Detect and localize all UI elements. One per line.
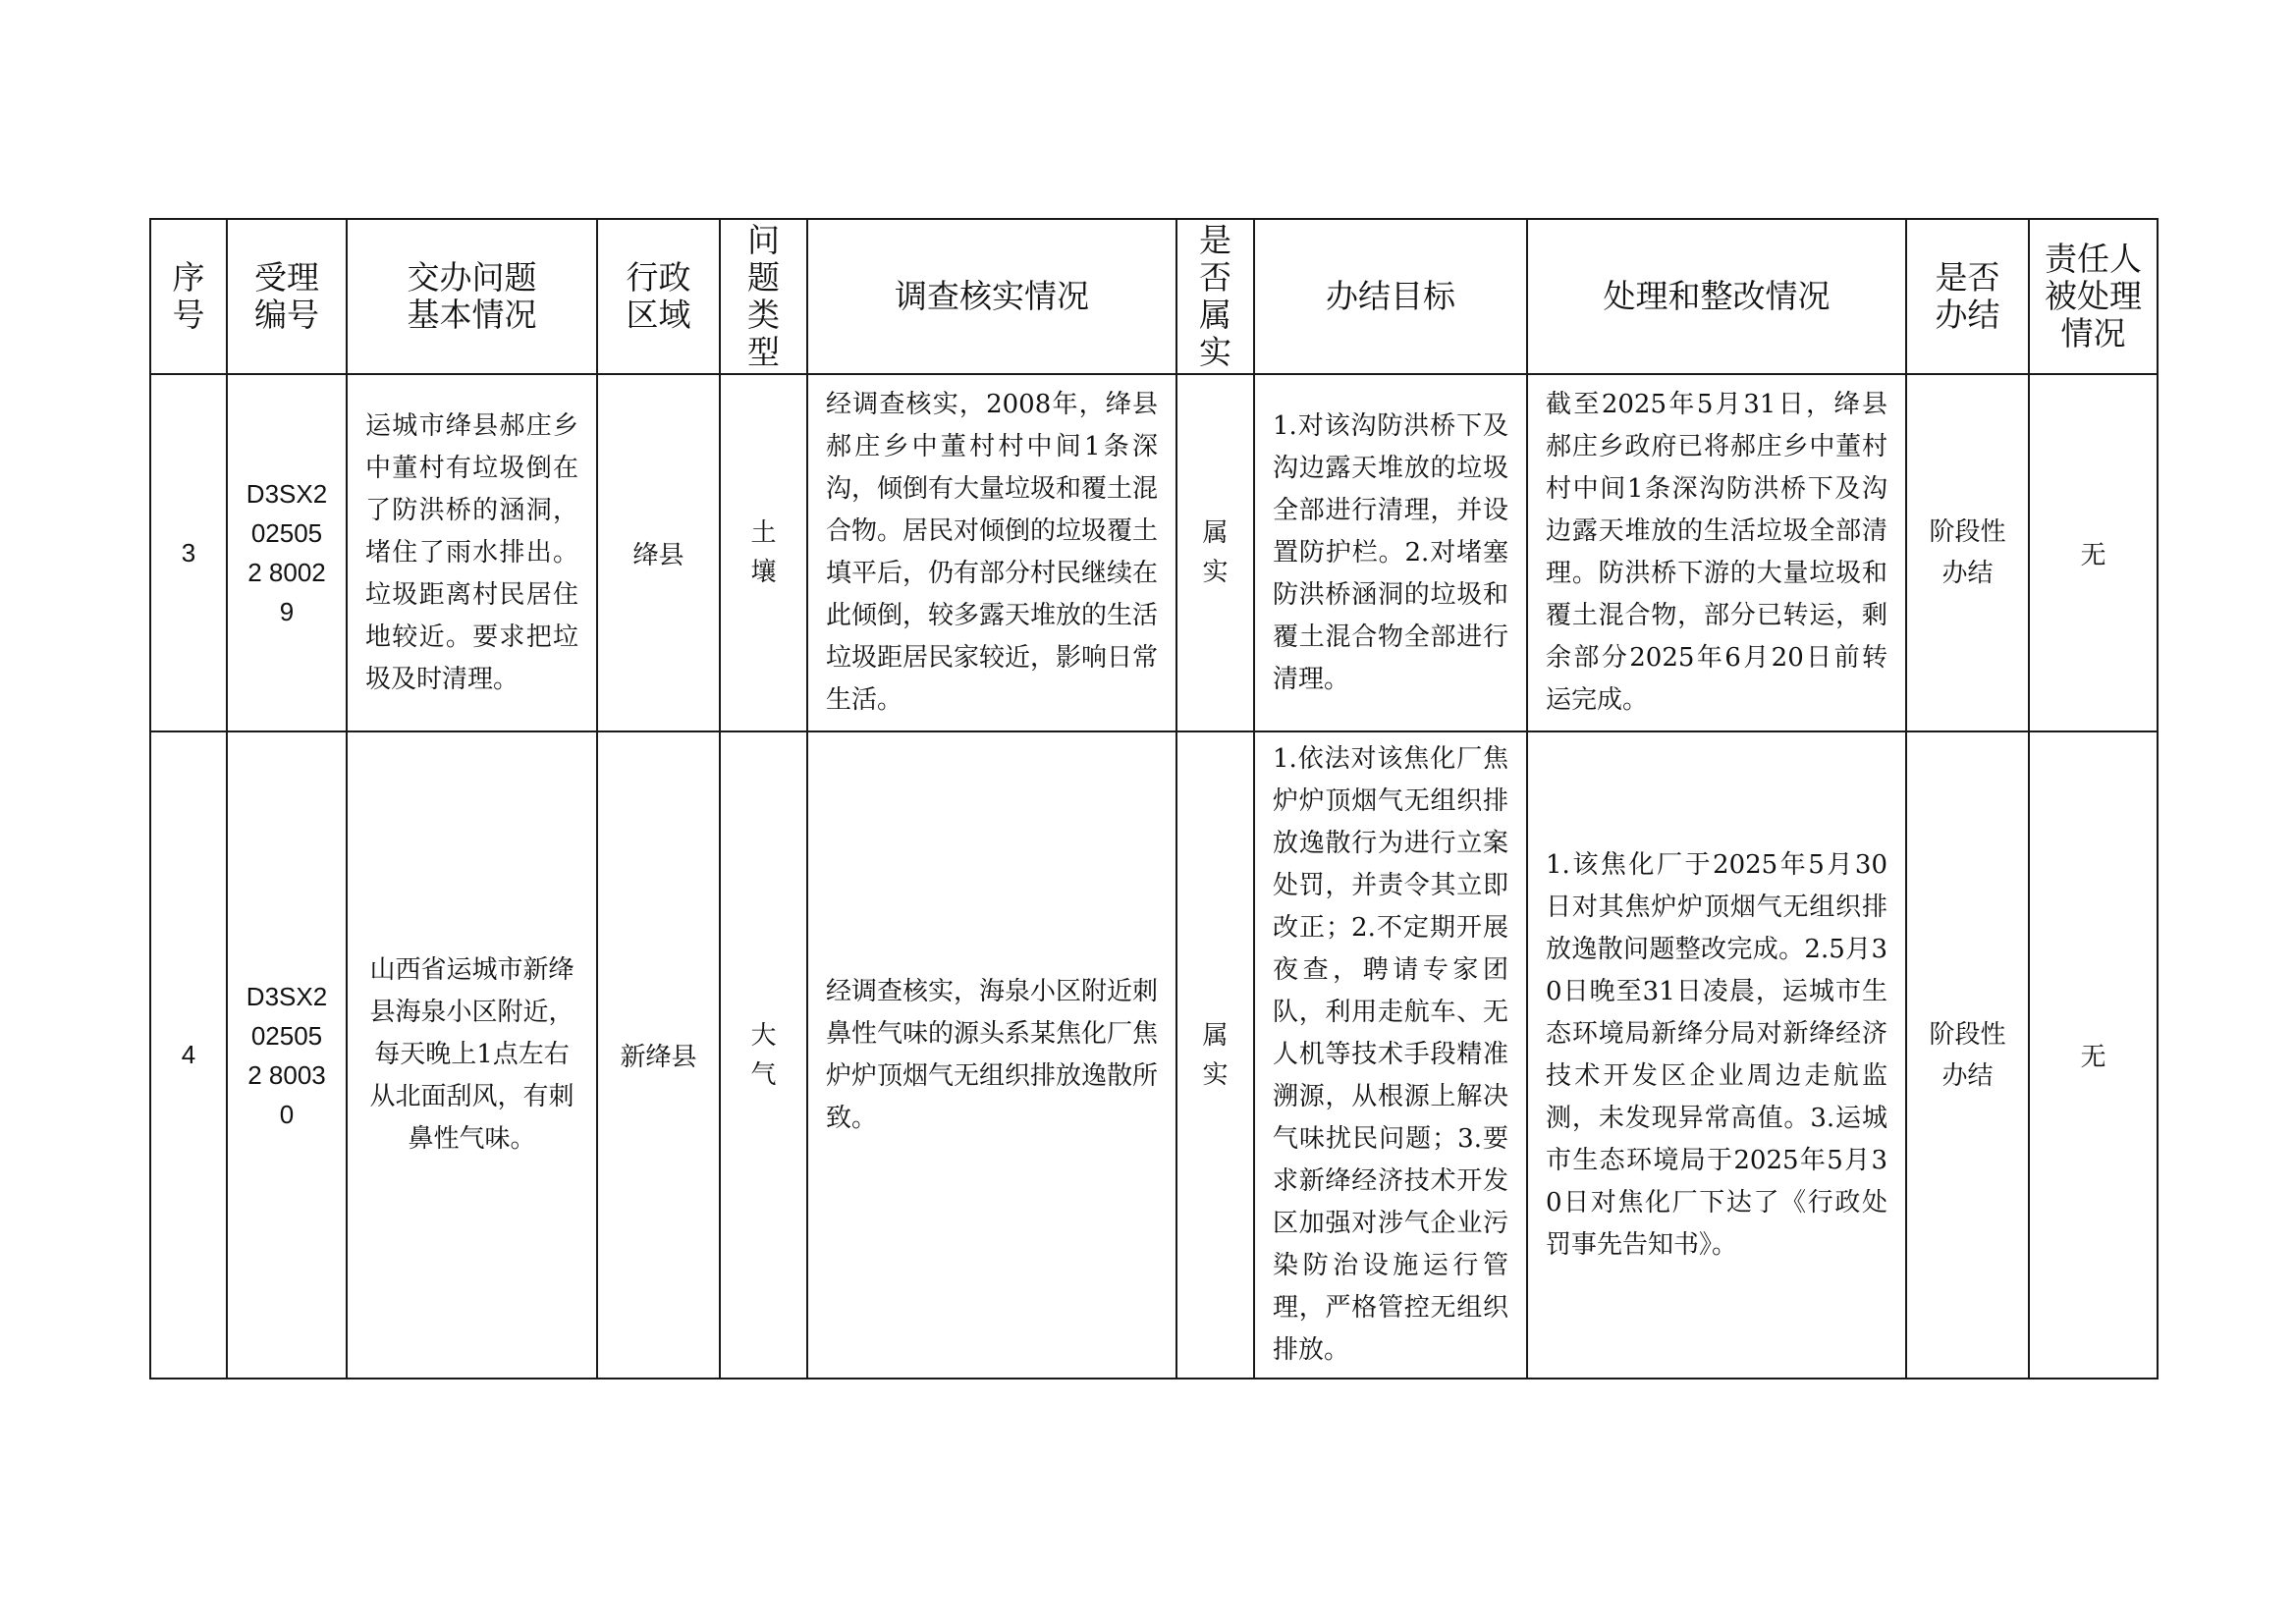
header-code: 受理编号: [227, 219, 347, 374]
header-type: 问题类型: [720, 219, 807, 374]
cell-verified: 属实: [1176, 374, 1254, 731]
cell-code: D3SX2025052 80029: [227, 374, 347, 731]
table-header-row: [150, 219, 2158, 374]
header-verified: 是否属实: [1176, 219, 1254, 374]
cell-goal: 1.依法对该焦化厂焦炉炉顶烟气无组织排放逸散行为进行立案处罚，并责令其立即改正；2.不定期开展夜查，聘请专家团队，利用走航车、无人机等技术手段精准溯源，从根源上解决气味扰民问题；3.要求新绛经济技术开发区加强对涉气企业污染防治设施运行管理，严格管控无组织排放。: [1254, 731, 1527, 1379]
cell-type: 土壤: [720, 374, 807, 731]
cell-investigation: 经调查核实，2008年，绛县郝庄乡中董村村中间1条深沟，倾倒有大量垃圾和覆土混合物。居民对倾倒的垃圾覆土填平后，仍有部分村民继续在此倾倒，较多露天堆放的生活垃圾距居民家较近，影响日常生活。: [807, 374, 1176, 731]
cell-handling: 截至2025年5月31日，绛县郝庄乡政府已将郝庄乡中董村村中间1条深沟防洪桥下及沟边露天堆放的生活垃圾全部清理。防洪桥下游的大量垃圾和覆土混合物，部分已转运，剩余部分2025年6月20日前转运完成。: [1527, 374, 1906, 731]
cell-accountability: 无: [2029, 731, 2158, 1379]
petition-table: [149, 218, 2159, 1380]
cell-code: D3SX2025052 80030: [227, 731, 347, 1379]
header-investigation: 调查核实情况: [807, 219, 1176, 374]
header-goal: 办结目标: [1254, 219, 1527, 374]
header-seq: 序号: [150, 219, 227, 374]
cell-type: 大气: [720, 731, 807, 1379]
cell-closed: 阶段性办结: [1906, 731, 2029, 1379]
cell-accountability: 无: [2029, 374, 2158, 731]
cell-region: 绛县: [597, 374, 720, 731]
cell-investigation: 经调查核实，海泉小区附近刺鼻性气味的源头系某焦化厂焦炉炉顶烟气无组织排放逸散所致。: [807, 731, 1176, 1379]
cell-seq: 3: [150, 374, 227, 731]
header-region: 行政区域: [597, 219, 720, 374]
table-row: [150, 374, 2158, 731]
cell-goal: 1.对该沟防洪桥下及沟边露天堆放的垃圾全部进行清理，并设置防护栏。2.对堵塞防洪桥涵洞的垃圾和覆土混合物全部进行清理。: [1254, 374, 1527, 731]
cell-seq: 4: [150, 731, 227, 1379]
cell-closed: 阶段性办结: [1906, 374, 2029, 731]
header-accountability: 责任人被处理情况: [2029, 219, 2158, 374]
cell-handling: 1.该焦化厂于2025年5月30日对其焦炉炉顶烟气无组织排放逸散问题整改完成。2.5月30日晚至31日凌晨，运城市生态环境局新绛分局对新绛经济技术开发区企业周边走航监测，未发现异常高值。3.运城市生态环境局于2025年5月30日对焦化厂下达了《行政处罚事先告知书》。: [1527, 731, 1906, 1379]
cell-verified: 属实: [1176, 731, 1254, 1379]
table-row: [150, 731, 2158, 1379]
header-issue: 交办问题基本情况: [347, 219, 597, 374]
header-closed: 是否办结: [1906, 219, 2029, 374]
header-handling: 处理和整改情况: [1527, 219, 1906, 374]
cell-issue: 运城市绛县郝庄乡中董村有垃圾倒在了防洪桥的涵洞，堵住了雨水排出。垃圾距离村民居住地较近。要求把垃圾及时清理。: [347, 374, 597, 731]
cell-issue: 山西省运城市新绛县海泉小区附近，每天晚上1点左右从北面刮风，有刺鼻性气味。: [347, 731, 597, 1379]
cell-region: 新绛县: [597, 731, 720, 1379]
